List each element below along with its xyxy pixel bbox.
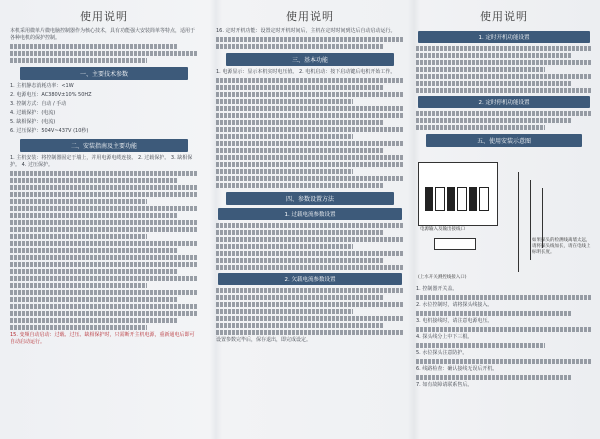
col3-section-timer-off: 2. 定时停机功能设置 (418, 96, 590, 108)
install-step-7: 7. 如有故障请联系售后。 (416, 382, 473, 388)
spec-1: 1. 主机静态消耗功率：<1W (10, 83, 74, 89)
spec-2: 2. 电源电压：AC380V±10% 50HZ (10, 92, 92, 98)
col2-basics: 1. 电源显示：显示本机实时电压值。 2. 电机启动：按下启动键后电机开始工作。 (216, 69, 396, 75)
col2-sub-underload: 2. 欠载电流参数设置 (218, 273, 402, 285)
col2-title: 使用说明 (286, 10, 334, 23)
col3-title: 使用说明 (480, 10, 528, 23)
install-step-6: 6. 线路检查：确认接线无误后开机。 (416, 366, 498, 372)
spec-3: 3. 控制方式：自动 / 手动 (10, 101, 67, 107)
terminal-block (425, 187, 489, 211)
diagram-caption: 电源输入及输出接线口 (420, 227, 465, 232)
col1-section-install: 二、安装指南及主要功能 (20, 139, 188, 152)
column-2 (212, 0, 408, 439)
col2-intro: 16. 定时开机功能：设置定时开机时间后，主机在定时时间到达后自动启动运行。 (216, 28, 396, 34)
col1-title: 使用说明 (80, 10, 128, 23)
install-step-2: 2. 水位控制时，请将探头线接入。 (416, 302, 493, 308)
col1-section-specs: 一、主要技术参数 (20, 67, 188, 80)
install-steps (412, 286, 596, 391)
col2-sub-overload: 1. 过载电流参数设置 (218, 208, 402, 220)
diagram-caption-2: (上水开关测控线接入口) (418, 275, 467, 280)
col1-intro: 本机采用微单片微电脑控制器作为核心技术，具有功能强大安装简单等特点，适用于各种电机的保护控制。 (10, 28, 196, 41)
col3-section-timer-on: 1. 定时开机功能设置 (418, 31, 590, 43)
install-step-5: 5. 水位探头注意防护。 (416, 350, 468, 356)
col1-features: 1. 主机安装：将控制器固定于墙上，并用电源电缆连接。 2. 过载保护。 3. 缺相保护。 4. 过压保护。 (10, 155, 193, 168)
install-step-4: 4. 探头线分上中下三根。 (416, 334, 473, 340)
spec-6: 6. 过压保护：504V~437V (10秒) (10, 128, 89, 134)
col1-footer: 15. 变频自动启动：过载、过压、缺相保护时，只需断开主机电源，重新通电后即可自动启动运行。 (10, 332, 195, 345)
spec-4: 4. 过载保护：(电流) (10, 110, 56, 116)
spec-5: 5. 缺相保护：(电流) (10, 119, 56, 125)
diagram-note: 如果探头的检测线离墙太远，请将探头线加长，请在电线上标明长度。 (532, 238, 591, 255)
install-step-1: 1. 控制器开关盖。 (416, 286, 458, 292)
col2-section-basic: 三、基本功能 (226, 53, 394, 66)
power-terminal (434, 238, 476, 250)
col2-section-params: 四、参数设置方法 (226, 192, 394, 205)
install-step-3: 3. 电机接线时，请注意电源电压。 (416, 318, 493, 324)
probe-line-2 (530, 180, 531, 260)
probe-line-1 (518, 172, 519, 272)
col2-footer: 设置参数完毕后，保存退出，即完成设定。 (216, 337, 312, 343)
controller-box (418, 162, 498, 226)
wiring-diagram (418, 162, 594, 284)
col3-section-diagram: 五、使用安装示意图 (426, 134, 582, 147)
column-1 (6, 0, 202, 439)
column-3 (412, 0, 596, 439)
